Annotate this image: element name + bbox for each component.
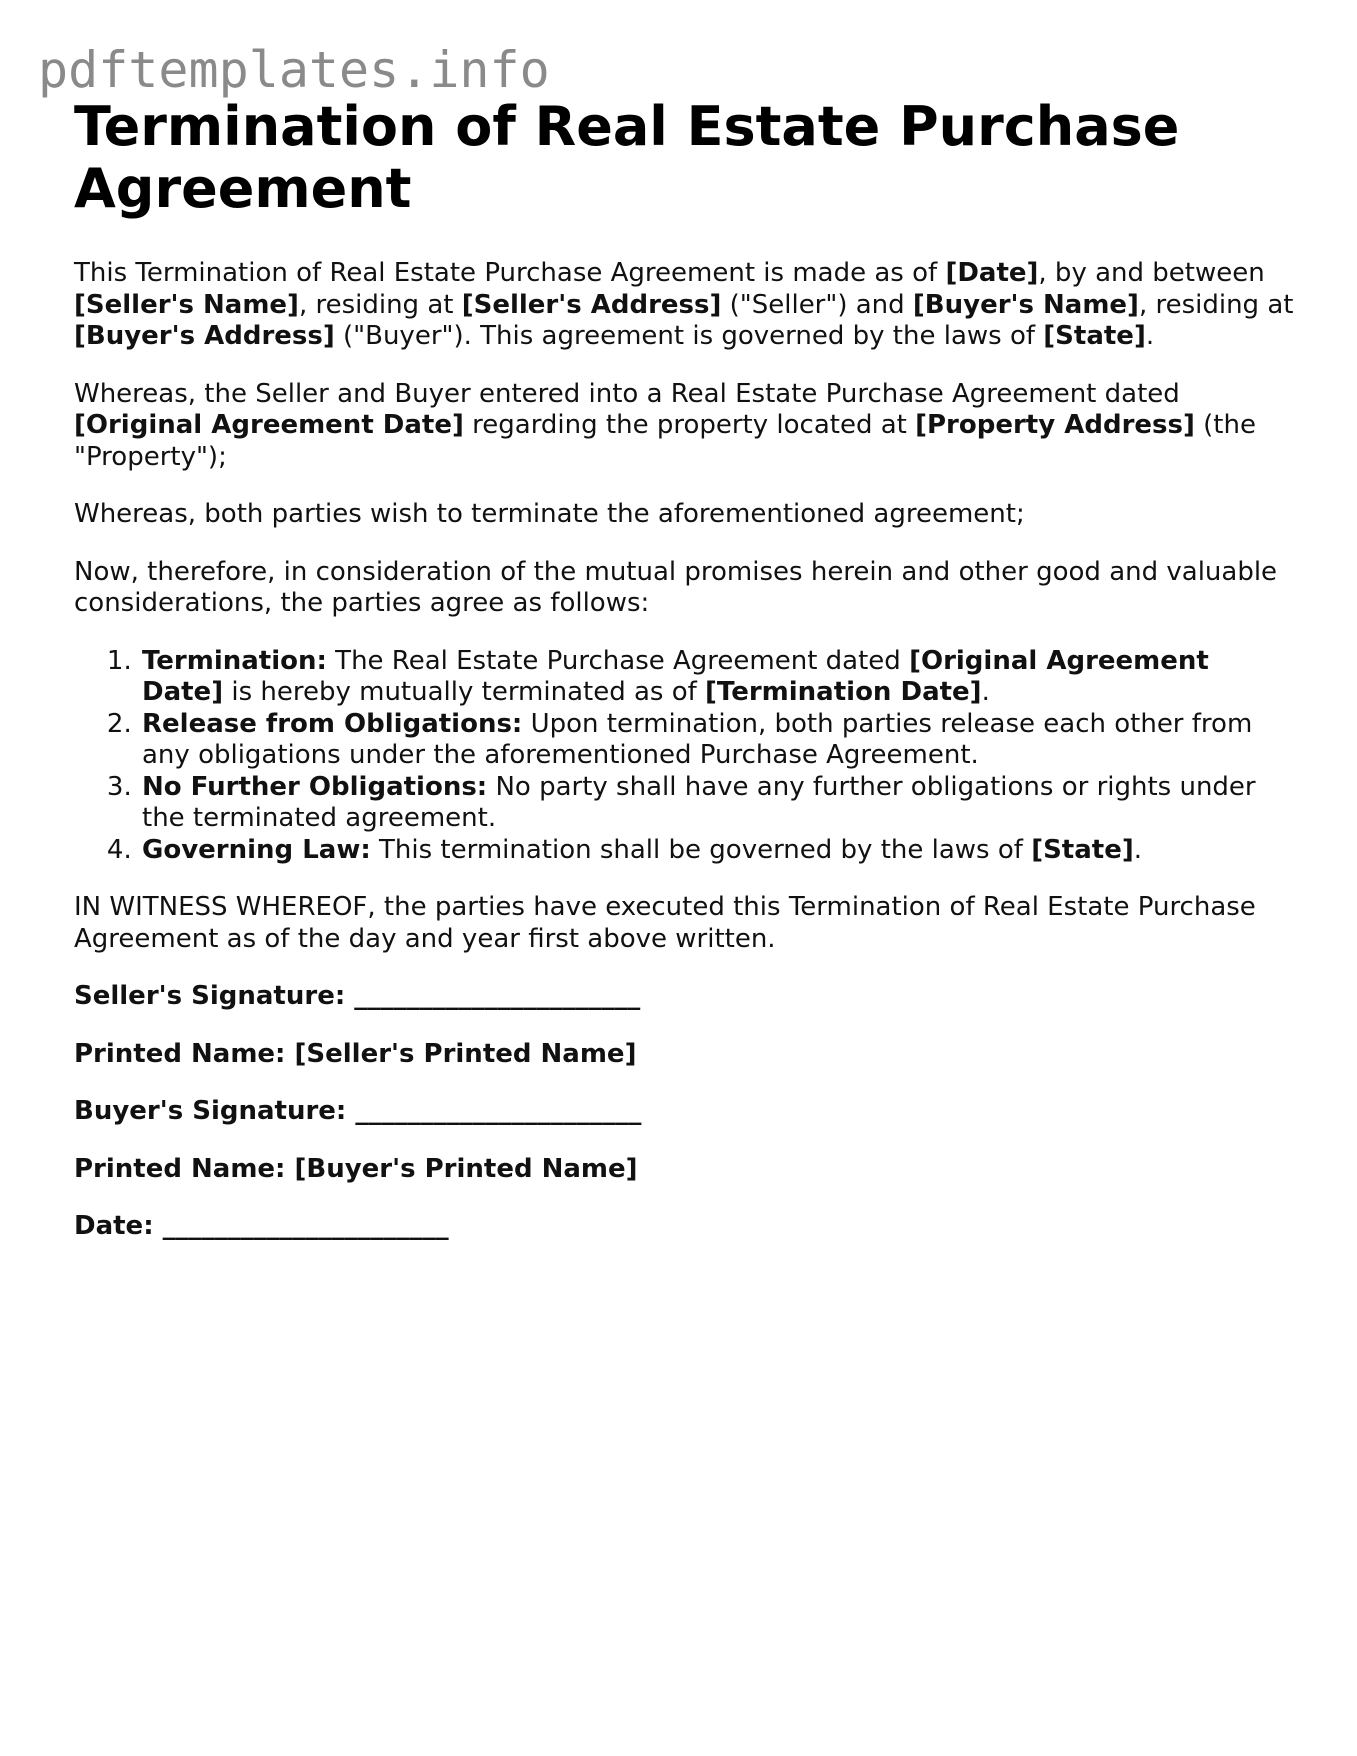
intro-paragraph <box>74 258 1294 353</box>
buyer-signature-line: Buyer's Signature: ______________________ <box>74 1096 642 1126</box>
intro-text-4: ("Seller") and <box>721 289 913 320</box>
date-placeholder: [Date] <box>945 258 1039 288</box>
term-text: . <box>981 677 990 707</box>
document-page <box>74 96 1294 1243</box>
whereas1-text-1: Whereas, the Seller and Buyer entered into a Real Estate Purchase Agreement dated <box>74 378 1180 409</box>
term-item-release <box>140 709 1294 772</box>
seller-name-placeholder: [Seller's Name] <box>74 289 299 320</box>
term-text: The Real Estate Purchase Agreement dated <box>326 645 910 676</box>
whereas1-text-3: (the "Property"); <box>74 410 1256 472</box>
intro-text-6: ("Buyer"). This agreement is governed by the laws of <box>334 321 1044 351</box>
buyer-name-placeholder: [Buyer's Name] <box>912 289 1139 320</box>
term-text: . <box>1133 834 1142 865</box>
intro-text-1: This Termination of Real Estate Purchase Agreement is made as of <box>74 258 946 288</box>
original-date-placeholder: [Original Agreement Date] <box>74 410 464 440</box>
date-signature-line: Date: ______________________ <box>74 1211 449 1241</box>
intro-text-7: . <box>1145 321 1155 351</box>
term-item-termination <box>140 646 1294 709</box>
original-date-placeholder: [Original Agreement Date] <box>142 645 1209 707</box>
buyer-address-placeholder: [Buyer's Address] <box>74 321 335 351</box>
intro-text-5: , residing at <box>1138 289 1294 320</box>
seller-signature-line: Seller's Signature: ______________________ <box>74 981 641 1011</box>
whereas1-text-2: regarding the property located at <box>463 410 916 440</box>
property-address-placeholder: [Property Address] <box>915 410 1195 440</box>
term-heading: Release from Obligations: <box>142 708 523 739</box>
witness-paragraph: IN WITNESS WHEREOF, the parties have executed this Termination of Real Estate Purchase Agreement as of the day and year first above written. <box>74 892 1256 954</box>
seller-address-placeholder: [Seller's Address] <box>461 289 722 320</box>
state-placeholder: [State] <box>1031 834 1134 865</box>
term-text: This termination shall be governed by the laws of <box>370 834 1032 865</box>
term-text: Upon termination, both parties release each other from any obligations under the aforementioned Purchase Agreement. <box>142 708 1253 770</box>
term-heading: No Further Obligations: <box>142 771 488 802</box>
state-placeholder: [State] <box>1043 321 1146 351</box>
term-heading: Termination: <box>142 645 327 676</box>
termination-date-placeholder: [Termination Date] <box>705 677 982 707</box>
term-text: No party shall have any further obligations or rights under the terminated agreement. <box>142 771 1256 833</box>
seller-printed-name: Printed Name: [Seller's Printed Name] <box>74 1038 637 1069</box>
terms-list <box>74 646 1294 867</box>
term-text: is hereby mutually terminated as of <box>223 677 706 707</box>
intro-text-2: , by and between <box>1038 258 1265 288</box>
whereas-paragraph-2: Whereas, both parties wish to terminate the aforementioned agreement; <box>74 499 1025 529</box>
buyer-printed-name: Printed Name: [Buyer's Printed Name] <box>74 1153 638 1184</box>
now-therefore-paragraph: Now, therefore, in consideration of the mutual promises herein and other good and valuable considerations, the parties agree as follows: <box>74 556 1278 618</box>
whereas-paragraph-1 <box>74 379 1294 474</box>
watermark-text: pdftemplates.info <box>38 41 550 99</box>
document-title: Termination of Real Estate Purchase Agreement <box>74 95 1180 220</box>
term-item-governing-law <box>140 835 1294 867</box>
intro-text-3: , residing at <box>298 289 462 320</box>
term-heading: Governing Law: <box>142 834 371 865</box>
term-item-no-further-obligations <box>140 772 1294 835</box>
